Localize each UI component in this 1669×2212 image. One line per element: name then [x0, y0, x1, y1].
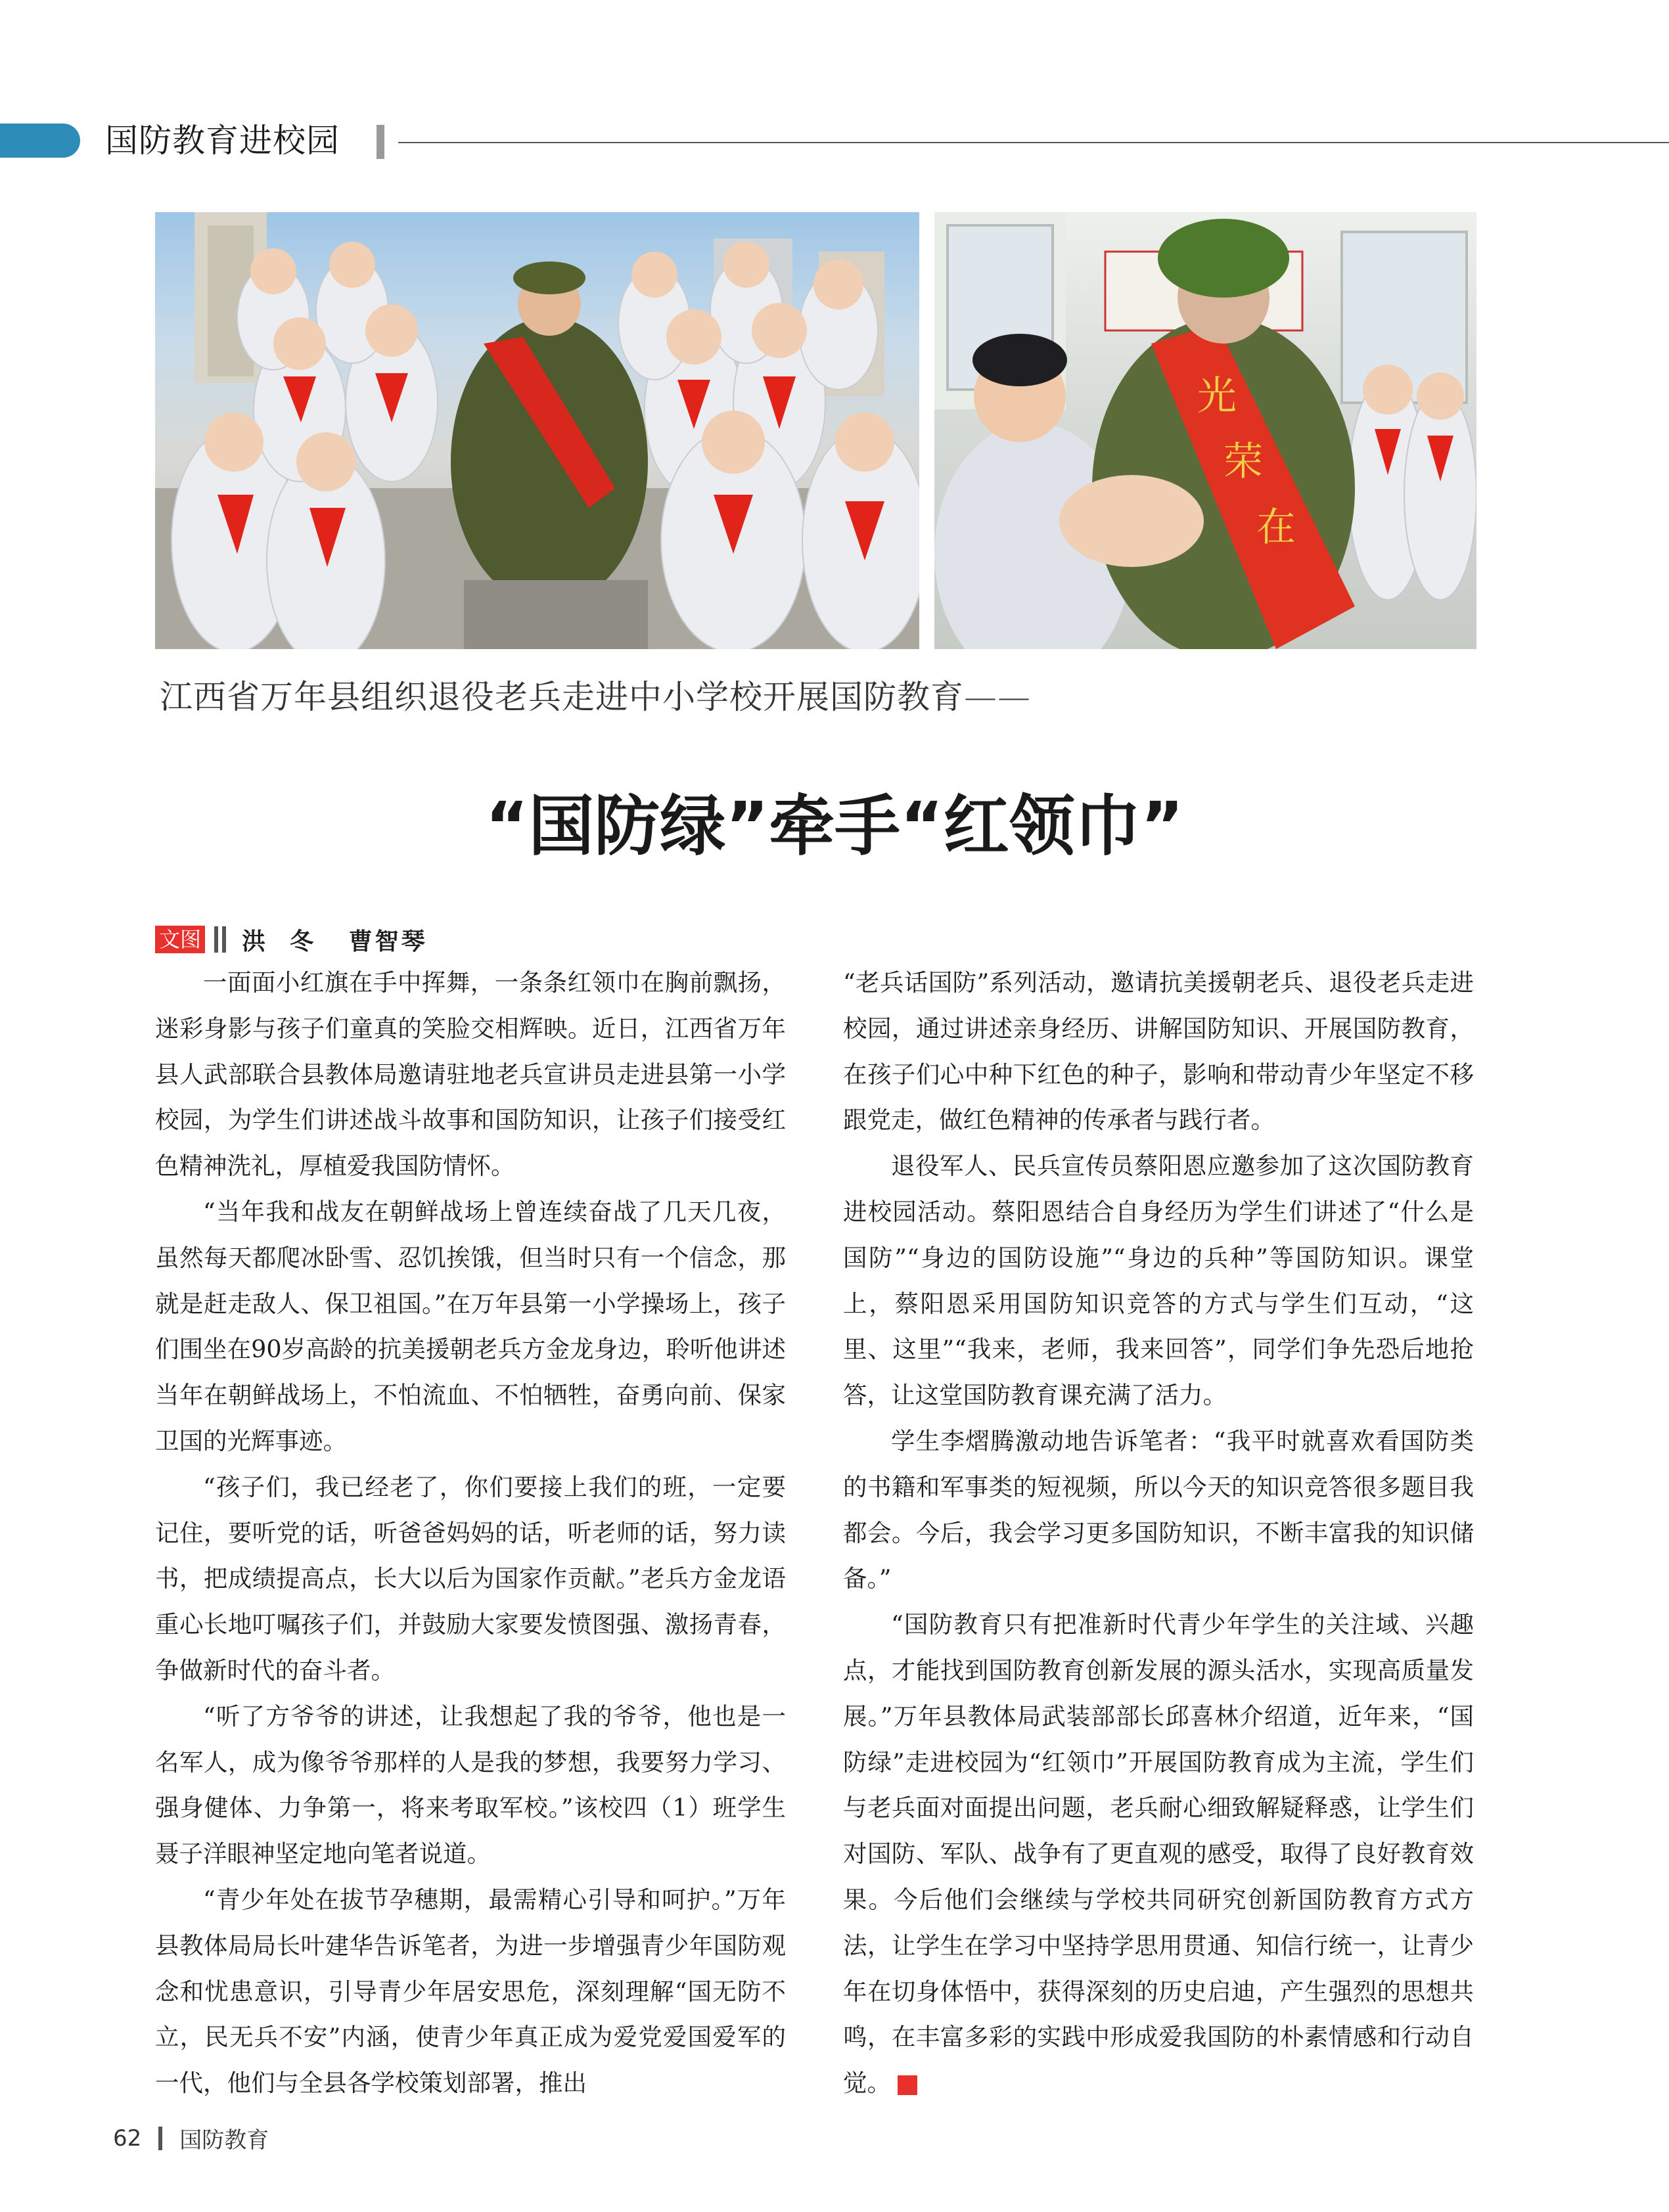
section-title: 国防教育进校园 — [105, 122, 340, 160]
paragraph — [843, 1602, 1474, 2106]
article-kicker: 江西省万年县组织退役老兵走进中小学校开展国防教育—— — [160, 678, 1031, 716]
svg-text:光: 光 — [1197, 373, 1237, 419]
byline-authors: 洪 冬 曹智琴 — [242, 928, 428, 955]
paragraph: “老兵话国防”系列活动，邀请抗美援朝老兵、退役老兵走进校园，通过讲述亲身经历、讲解国防知识、开展国防教育，在孩子们心中种下红色的种子，影响和带动青少年坚定不移跟党走，做红色精神的传承者与践行者。 — [843, 968, 1474, 1135]
byline-divider — [214, 926, 218, 953]
veteran-with-students-photo — [155, 212, 919, 649]
paragraph: “青少年处在拔节孕穗期，最需精心引导和呵护。”万年县教体局局长叶建华告诉笔者，为进一步增强青少年国防观念和忧患意识，引导青少年居安思危，深刻理解“国无防不立，民无兵不安”内涵，使青少年真正成为爱党爱国爱军的一代，他们与全县各学校策划部署，推出 — [155, 1885, 786, 2098]
article-column-right — [843, 960, 1474, 2106]
svg-text:荣: 荣 — [1223, 439, 1263, 485]
paragraph-text: “国防教育只有把准新时代青少年学生的关注域、兴趣点，才能找到国防教育创新发展的源头活水，实现高质量发展。”万年县教体局武装部部长邱喜林介绍道，近年来，“国防绿”走进校园为“红领巾”开展国防教育成为主流，学生们与老兵面对面提出问题，老兵耐心细致解疑释惑，让学生们对国防、军队、战争有了更直观的感受，取得了良好教育效果。今后他们会继续与学校共同研究创新国防教育方式方法，让学生在学习中坚持学思用贯通、知信行统一，让青少年在切身体悟中，获得深刻的历史启迪，产生强烈的思想共鸣，在丰富多彩的实践中形成爱我国防的朴素情感和行动自觉。 — [843, 1610, 1474, 2098]
section-header-divider — [377, 125, 384, 159]
article-column-left — [155, 960, 786, 2106]
byline — [155, 925, 428, 954]
article-title: “国防绿”牵手“红领巾” — [485, 788, 1184, 865]
page-footer — [113, 2122, 269, 2154]
section-header-rule — [398, 142, 1669, 143]
footer-divider — [158, 2127, 162, 2150]
section-header-tab — [0, 124, 80, 158]
paragraph: “听了方爷爷的讲述，让我想起了我的爷爷，他也是一名军人，成为像爷爷那样的人是我的梦想，我要努力学习、强身健体、力争第一，将来考取军校。”该校四（1）班学生聂子洋眼神坚定地向笔者说道。 — [155, 1702, 786, 1868]
student-hugging-veteran-photo — [934, 212, 1476, 649]
paragraph: “孩子们，我已经老了，你们要接上我们的班，一定要记住，要听党的话，听爸爸妈妈的话，听老师的话，努力读书，把成绩提高点，长大以后为国家作贡献。”老兵方金龙语重心长地叮嘱孩子们，并鼓励大家要发愤图强、激扬青春，争做新时代的奋斗者。 — [155, 1472, 786, 1684]
svg-text:在: 在 — [1256, 505, 1296, 551]
paragraph: 学生李熠腾激动地告诉笔者：“我平时就喜欢看国防类的书籍和军事类的短视频，所以今天的知识竞答很多题目我都会。今后，我会学习更多国防知识，不断丰富我的知识储备。” — [843, 1426, 1474, 1593]
page-number: 62 — [113, 2125, 142, 2152]
byline-tag: 文图 — [155, 926, 205, 953]
paragraph: “当年我和战友在朝鲜战场上曾连续奋战了几天几夜，虽然每天都爬冰卧雪、忍饥挨饿，但当时只有一个信念，那就是赶走敌人、保卫祖国。”在万年县第一小学操场上，孩子们围坐在90岁高龄的抗美援朝老兵方金龙身边，聆听他讲述当年在朝鲜战场上，不怕流血、不怕牺牲，奋勇向前、保家卫国的光辉事迹。 — [155, 1197, 786, 1455]
byline-divider — [222, 926, 226, 953]
end-mark-icon: G — [898, 2075, 917, 2095]
paragraph: 退役军人、民兵宣传员蔡阳恩应邀参加了这次国防教育进校园活动。蔡阳恩结合自身经历为学生们讲述了“什么是国防”“身边的国防设施”“身边的兵种”等国防知识。课堂上，蔡阳恩采用国防知识竞答的方式与学生们互动，“这里、这里”“我来，老师，我来回答”，同学们争先恐后地抢答，让这堂国防教育课充满了活力。 — [843, 1152, 1474, 1410]
paragraph: 一面面小红旗在手中挥舞，一条条红领巾在胸前飘扬，迷彩身影与孩子们童真的笑脸交相辉映。近日，江西省万年县人武部联合县教体局邀请驻地老兵宣讲员走进县第一小学校园，为学生们讲述战斗故事和国防知识，让孩子们接受红色精神洗礼，厚植爱我国防情怀。 — [155, 968, 786, 1181]
magazine-name: 国防教育 — [179, 2127, 269, 2154]
